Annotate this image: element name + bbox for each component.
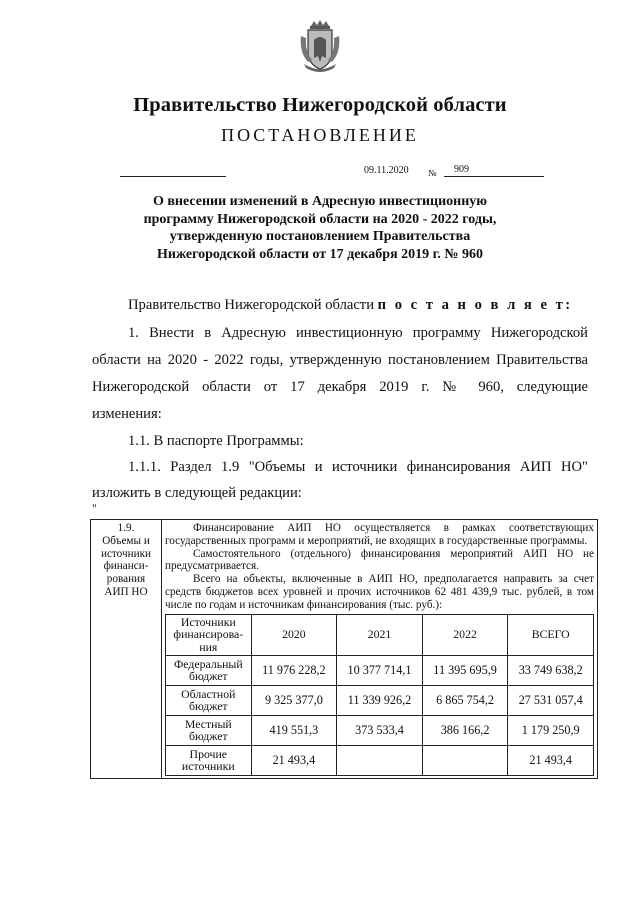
source-cell: Прочие источники xyxy=(166,745,252,775)
title-line: О внесении изменений в Адресную инвестиционную xyxy=(152,194,488,209)
coat-of-arms-icon xyxy=(298,18,342,74)
document-number: 909 xyxy=(454,164,469,175)
document-type: ПОСТАНОВЛЕНИЕ xyxy=(221,125,419,145)
value-cell xyxy=(422,745,508,775)
source-cell: Федеральный бюджет xyxy=(166,655,252,685)
column-header: ВСЕГО xyxy=(508,614,594,655)
preamble-text: Правительство Нижегородской области xyxy=(128,297,374,313)
passport-section-table xyxy=(90,519,598,779)
section-label-line: рования xyxy=(106,573,146,586)
value-cell: 21 493,4 xyxy=(508,745,594,775)
organization-name: Правительство Нижегородской области xyxy=(133,94,507,116)
table-row xyxy=(166,685,594,715)
table-row xyxy=(166,745,594,775)
value-cell: 11 395 695,9 xyxy=(422,655,508,685)
value-cell: 27 531 057,4 xyxy=(508,685,594,715)
value-cell: 373 533,4 xyxy=(337,715,423,745)
column-header: 2021 xyxy=(337,614,423,655)
clause-1-1: 1.1. В паспорте Программы: xyxy=(128,433,304,449)
decree-preamble xyxy=(92,295,588,315)
source-cell: Местный бюджет xyxy=(166,715,252,745)
column-header: Источники финансирова-ния xyxy=(166,614,252,655)
clause-1-1-1-line: 1.1.1. Раздел 1.9 "Объемы и источники финансирования АИП НО" xyxy=(128,459,588,475)
section-label xyxy=(91,520,162,779)
value-cell xyxy=(337,745,423,775)
value-cell: 6 865 754,2 xyxy=(422,685,508,715)
section-label-line: 1.9. xyxy=(117,522,135,534)
value-cell: 1 179 250,9 xyxy=(508,715,594,745)
value-cell: 419 551,3 xyxy=(251,715,337,745)
clause-1-1-1-line: изложить в следующей редакции: xyxy=(92,485,302,501)
clause-1-line: Нижегородской области от 17 декабря 2019 г. № 960, следующие xyxy=(92,379,588,395)
title-line: программу Нижегородской области на 2020 - 2022 годы, xyxy=(143,211,497,227)
section-label-line: источники xyxy=(100,547,152,560)
clause-1-line: 1. Внести в Адресную инвестиционную программу Нижегородской xyxy=(128,325,588,341)
source-cell: Областной бюджет xyxy=(166,685,252,715)
value-cell: 33 749 638,2 xyxy=(508,655,594,685)
funding-table xyxy=(165,614,594,776)
column-header: 2020 xyxy=(251,614,337,655)
section-label-line: АИП НО xyxy=(104,585,148,598)
table-row xyxy=(166,655,594,685)
financing-paragraph: Самостоятельного (отдельного) финансирования мероприятий АИП НО не предусматривается. xyxy=(165,547,594,573)
title-line: утвержденную постановлением Правительства xyxy=(169,229,471,244)
column-header: 2022 xyxy=(422,614,508,655)
document-date: 09.11.2020 xyxy=(364,165,409,176)
preamble-keyword: п о с т а н о в л я е т: xyxy=(377,297,573,313)
financing-paragraph: Всего на объекты, включенные в АИП НО, предполагается направить за счет средств бюджетов всех уровней и прочих источников 62 481 439,9 тыс. рублей, в том числе по годам и источникам финансирования (тыс. руб.): xyxy=(165,573,594,611)
signature-line xyxy=(120,176,226,177)
number-sign: № xyxy=(428,168,437,178)
value-cell: 11 339 926,2 xyxy=(337,685,423,715)
document-title xyxy=(0,193,640,263)
value-cell: 11 976 228,2 xyxy=(251,655,337,685)
section-label-line: Объемы и xyxy=(102,534,150,547)
table-header-row xyxy=(166,614,594,655)
opening-quote: " xyxy=(92,501,97,515)
clause-1-line: области на 2020 - 2022 годы, утвержденную постановлением Правительства xyxy=(92,352,588,368)
value-cell: 10 377 714,1 xyxy=(337,655,423,685)
financing-paragraph: Финансирование АИП НО осуществляется в рамках соответствующих государственных программ и мероприятий, не входящих в государственные программы. xyxy=(165,522,594,547)
value-cell: 21 493,4 xyxy=(251,745,337,775)
table-row xyxy=(166,715,594,745)
section-label-line: финанси- xyxy=(103,560,149,573)
number-underline xyxy=(444,176,544,177)
clause-1-line: изменения: xyxy=(92,406,162,422)
value-cell: 386 166,2 xyxy=(422,715,508,745)
value-cell: 9 325 377,0 xyxy=(251,685,337,715)
title-line: Нижегородской области от 17 декабря 2019 г. № 960 xyxy=(157,246,483,262)
section-content xyxy=(162,520,598,779)
